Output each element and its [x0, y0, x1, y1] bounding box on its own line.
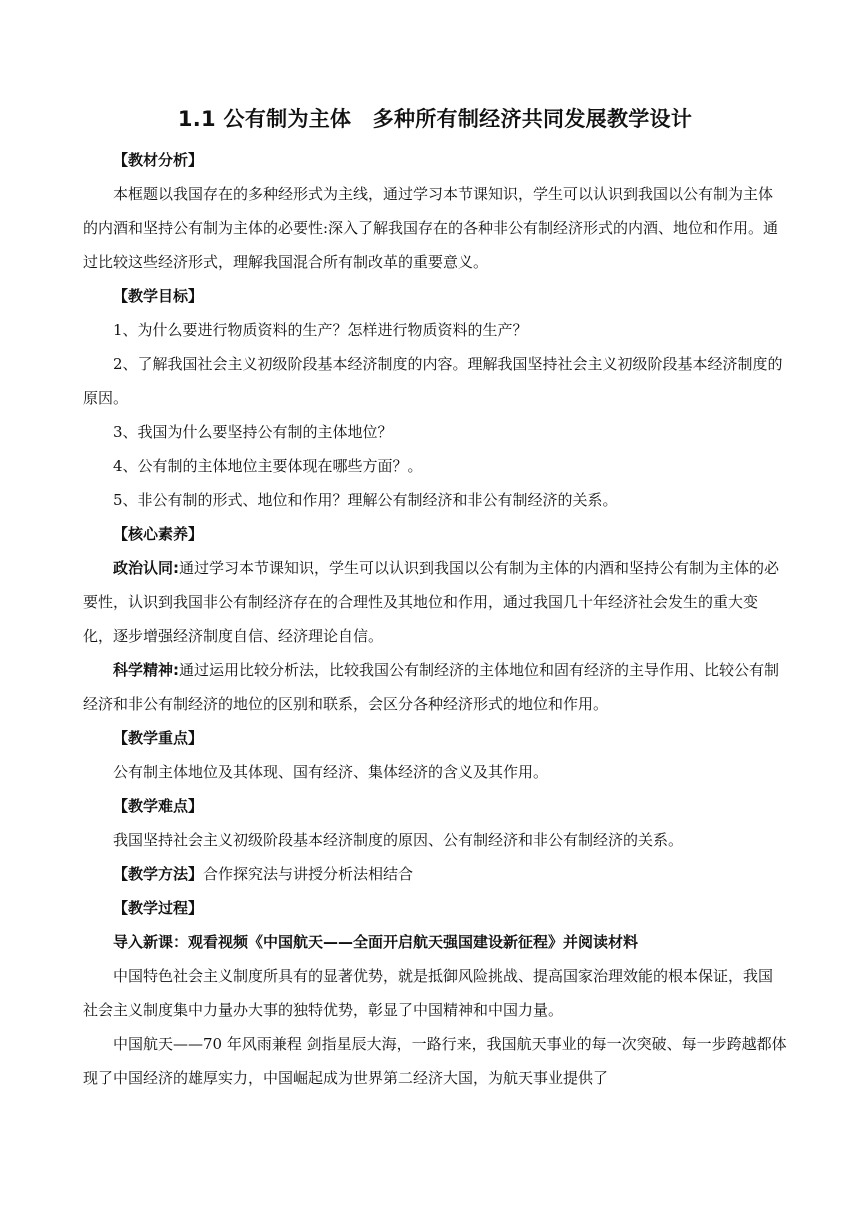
section-heading-process: 【教学过程】 [113, 899, 204, 917]
process-paragraph: 中国航天——70 年风雨兼程 剑指星辰大海，一路行来，我国航天事业的每一次突破、每一步跨越都体现了中国经济的雄厚实力，中国崛起成为世界第二经济大国，为航天事业提供了 [83, 1035, 787, 1087]
section-heading-methods: 【教学方法】 [113, 865, 204, 883]
process-paragraph: 中国特色社会主义制度所具有的显著优势，就是抵御风险挑战、提高国家治理效能的根本保证，我国社会主义制度集中力量办大事的独特优势，彰显了中国精神和中国力量。 [83, 967, 774, 1019]
document-page [83, 96, 787, 1095]
goal-item: 4、公有制的主体地位主要体现在哪些方面？。 [113, 457, 423, 475]
scientific-spirit-label: 科学精神: [113, 661, 179, 679]
document-title: 1.1 公有制为主体 多种所有制经济共同发展教学设计 [177, 107, 693, 131]
key-points-paragraph: 公有制主体地位及其体现、国有经济、集体经济的含义及其作用。 [113, 763, 549, 781]
political-identity-label: 政治认同: [113, 559, 179, 577]
political-identity-paragraph [83, 551, 787, 653]
scientific-spirit-paragraph [83, 653, 787, 721]
goal-item: 3、我国为什么要坚持公有制的主体地位？ [113, 423, 393, 441]
difficulties-paragraph: 我国坚持社会主义初级阶段基本经济制度的原因、公有制经济和非公有制经济的关系。 [113, 831, 684, 849]
section-heading-material: 【教材分析】 [113, 151, 204, 169]
goal-item: 5、非公有制的形式、地位和作用？理解公有制经济和非公有制经济的关系。 [113, 491, 618, 509]
methods-text: 合作探究法与讲授分析法相结合 [203, 865, 414, 883]
goal-item: 1、为什么要进行物质资料的生产？怎样进行物质资料的生产？ [113, 321, 528, 339]
material-analysis-paragraph: 本框题以我国存在的多种经形式为主线，通过学习本节课知识，学生可以认识到我国以公有制为主体的内酒和坚持公有制为主体的必要性:深入了解我国存在的各种非公有制经济形式的内酒、地位和作用。通过比较这些经济形式，理解我国混合所有制改革的重要意义。 [83, 185, 779, 271]
goal-item: 2、了解我国社会主义初级阶段基本经济制度的内容。理解我国坚持社会主义初级阶段基本经济制度的原因。 [83, 355, 783, 407]
section-heading-goals: 【教学目标】 [113, 287, 204, 305]
section-heading-difficulties: 【教学难点】 [113, 797, 204, 815]
methods-line [83, 857, 787, 891]
lesson-intro-line: 导入新课：观看视频《中国航天——全面开启航天强国建设新征程》并阅读材料 [113, 933, 639, 951]
section-heading-key-points: 【教学重点】 [113, 729, 204, 747]
section-heading-literacy: 【核心素养】 [113, 525, 204, 543]
scientific-spirit-text: 通过运用比较分析法，比较我国公有制经济的主体地位和固有经济的主导作用、比较公有制经济和非公有制经济的地位的区别和联系，会区分各种经济形式的地位和作用。 [83, 661, 780, 713]
political-identity-text: 通过学习本节课知识，学生可以认识到我国以公有制为主体的内酒和坚持公有制为主体的必要性，认识到我国非公有制经济存在的合理性及其地位和作用，通过我国几十年经济社会发生的重大变化，逐步增强经济制度自信、经济理论自信。 [83, 559, 780, 645]
